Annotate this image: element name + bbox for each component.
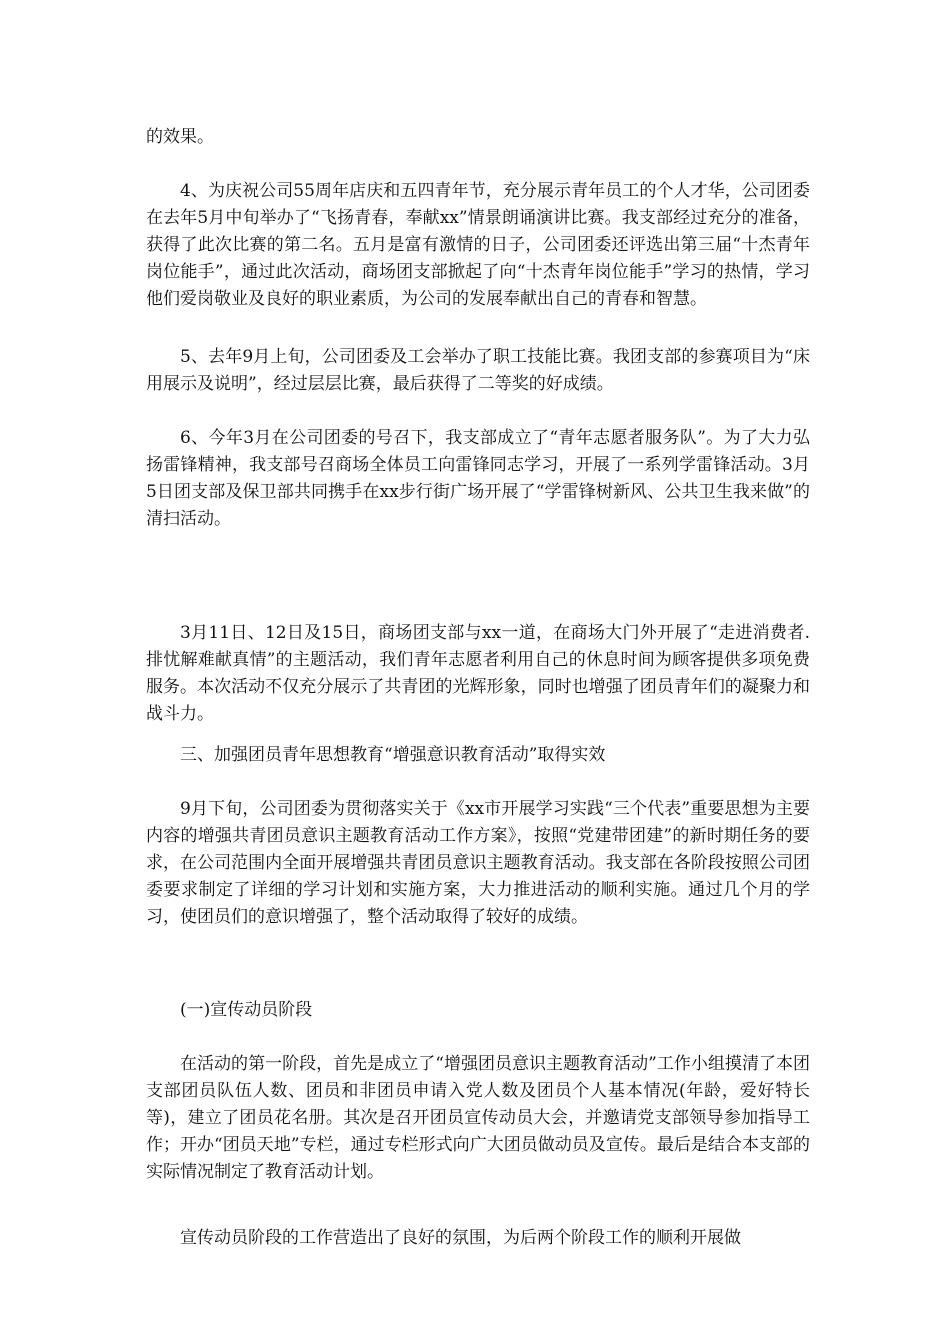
paragraph-stage-summary: 宣传动员阶段的工作营造出了良好的氛围，为后两个阶段工作的顺利开展做 [180, 1228, 741, 1248]
paragraph-first-stage: 在活动的第一阶段，首先是成立了“增强团员意识主题教育活动”工作小组摸清了本团支部团员队伍人数、团员和非团员申请入党人数及团员个人基本情况(年龄，爱好特长等)，建立了团员花名册。其次是召开团员宣传动员大会，并邀请党支部领导参加指导工作；开办“团员天地”专栏，通过专栏形式向广大团员做动员及宣传。最后是结合本支部的实际情况制定了教育活动计划。 [146, 1054, 810, 1182]
paragraph-education-activity: 9月下旬，公司团委为贯彻落实关于《xx市开展学习实践“三个代表”重要思想为主要内容的增强共青团员意识主题教育活动工作方案》，按照“党建带团建”的新时期任务的要求，在公司范围内全面开展增强共青团员意识主题教育活动。我支部在各阶段按照公司团委要求制定了详细的学习计划和实施方案，大力推进活动的顺利实施。通过几个月的学习，使团员们的意识增强了，整个活动取得了较好的成绩。 [146, 799, 810, 927]
paragraph-item-4: 4、为庆祝公司55周年店庆和五四青年节，充分展示青年员工的个人才华，公司团委在去年5月中旬举办了“飞扬青春，奉献xx”情景朗诵演讲比赛。我支部经过充分的准备，获得了此次比赛的第二名。五月是富有激情的日子，公司团委还评选出第三届“十杰青年岗位能手”，通过此次活动，商场团支部掀起了向“十杰青年岗位能手”学习的热情，学习他们爱岗敬业及良好的职业素质，为公司的发展奉献出自己的青春和智慧。 [146, 181, 810, 309]
paragraph-item-6: 6、今年3月在公司团委的号召下，我支部成立了“青年志愿者服务队”。为了大力弘扬雷锋精神，我支部号召商场全体员工向雷锋同志学习，开展了一系列学雷锋活动。3月5日团支部及保卫部共同携手在xx步行街广场开展了“学雷锋树新风、公共卫生我来做”的清扫活动。 [146, 428, 810, 529]
paragraph-continuation: 的效果。 [146, 127, 214, 147]
paragraph-item-5: 5、去年9月上旬，公司团委及工会举办了职工技能比赛。我团支部的参赛项目为“床用展示及说明”，经过层层比赛，最后获得了二等奖的好成绩。 [146, 347, 810, 394]
section-heading-3: 三、加强团员青年思想教育“增强意识教育活动”取得实效 [180, 745, 606, 765]
paragraph-volunteer-activity: 3月11日、12日及15日，商场团支部与xx一道，在商场大门外开展了“走进消费者.排忧解难献真情”的主题活动，我们青年志愿者利用自己的休息时间为顾客提供多项免费服务。本次活动不仅充分展示了共青团的光辉形象，同时也增强了团员青年们的凝聚力和战斗力。 [146, 623, 810, 724]
subsection-heading-1: (一)宣传动员阶段 [180, 1000, 313, 1020]
